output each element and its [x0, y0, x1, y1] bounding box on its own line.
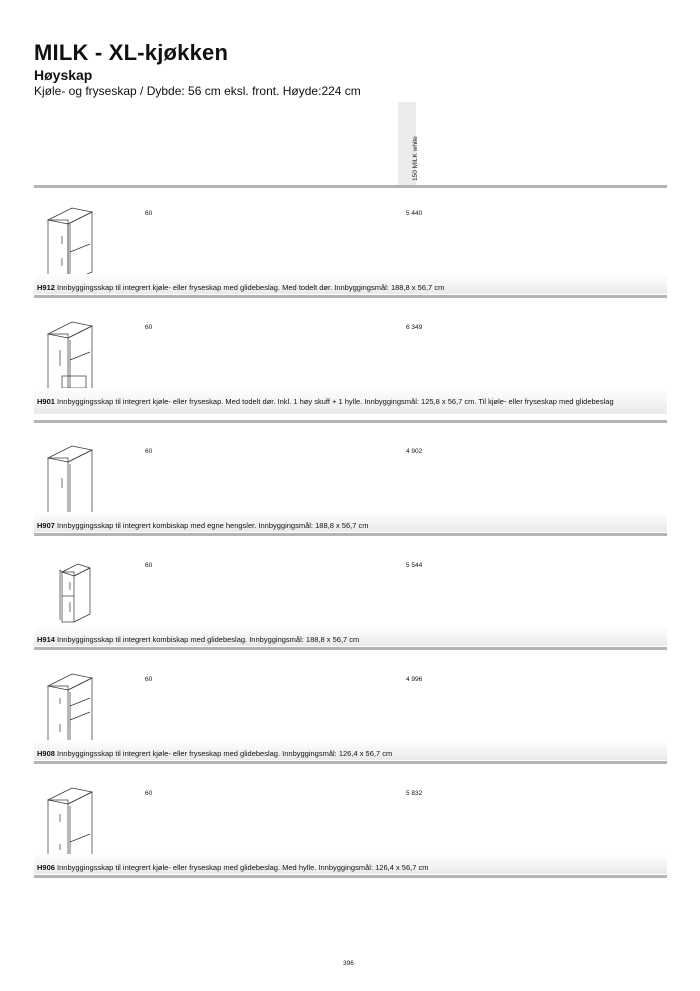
- column-header-label: 150 MILK white: [412, 136, 419, 181]
- product-width: 60: [145, 448, 153, 455]
- product-description: [37, 521, 637, 530]
- page-subtitle: Høyskap: [34, 67, 93, 83]
- product-price: 5 544: [406, 562, 423, 569]
- product-description: [37, 749, 637, 758]
- product-description-text: Innbyggingsskap til integrert kombiskap med glidebeslag. Innbyggingsmål: 188,8 x 56,7 cm: [57, 635, 360, 644]
- product-description: [37, 283, 637, 292]
- header-divider: [34, 185, 667, 188]
- product-width: 60: [145, 562, 153, 569]
- page-number: 396: [343, 960, 354, 967]
- product-width: 60: [145, 324, 153, 331]
- product-price: 5 440: [406, 210, 423, 217]
- row-divider: [34, 647, 667, 650]
- product-code: H907: [37, 521, 55, 530]
- row-divider: [34, 420, 667, 423]
- product-price: 4 902: [406, 448, 423, 455]
- product-row: [34, 544, 667, 650]
- row-divider: [34, 533, 667, 536]
- product-price: 4 996: [406, 676, 423, 683]
- product-row: [34, 192, 667, 298]
- product-description: [37, 863, 637, 872]
- product-description-text: Innbyggingsskap til integrert kjøle- eller fryseskap med glidebeslag. Innbyggingsmål: 126,4 x 56,7 cm: [57, 749, 393, 758]
- product-row: [34, 772, 667, 878]
- product-code: H914: [37, 635, 55, 644]
- product-width: 60: [145, 790, 153, 797]
- product-row: [34, 430, 667, 536]
- tall-cabinet-open-icon: [52, 562, 92, 629]
- row-divider: [34, 761, 667, 764]
- product-price: 6 349: [406, 324, 423, 331]
- product-code: H901: [37, 397, 55, 406]
- product-row: [34, 306, 667, 424]
- page-description: Kjøle- og fryseskap / Dybde: 56 cm eksl. front. Høyde:224 cm: [34, 84, 361, 98]
- product-width: 60: [145, 676, 153, 683]
- product-description: [37, 397, 637, 406]
- row-divider: [34, 875, 667, 878]
- product-description-text: Innbyggingsskap til integrert kjøle- eller fryseskap med glidebeslag. Med hylle. Innbyggingsmål: 126,4 x 56,7 cm: [57, 863, 429, 872]
- product-price: 5 832: [406, 790, 423, 797]
- product-width: 60: [145, 210, 153, 217]
- product-code: H906: [37, 863, 55, 872]
- product-description-text: Innbyggingsskap til integrert kombiskap med egne hengsler. Innbyggingsmål: 188,8 x 56,7 cm: [57, 521, 369, 530]
- product-row: [34, 658, 667, 764]
- product-code: H912: [37, 283, 55, 292]
- product-description: [37, 635, 637, 644]
- product-description-text: Innbyggingsskap til integrert kjøle- eller fryseskap. Med todelt dør. Inkl. 1 høy skuff + 1 hylle. Innbyggingsmål: 125,8 x 56,7 cm. Til kjøle- eller fryseskap med glidebeslag: [57, 397, 614, 406]
- page-title: MILK - XL-kjøkken: [34, 40, 229, 65]
- product-code: H908: [37, 749, 55, 758]
- product-description-text: Innbyggingsskap til integrert kjøle- eller fryseskap med glidebeslag. Med todelt dør. Innbyggingsmål: 188,8 x 56,7 cm: [57, 283, 445, 292]
- row-divider: [34, 295, 667, 298]
